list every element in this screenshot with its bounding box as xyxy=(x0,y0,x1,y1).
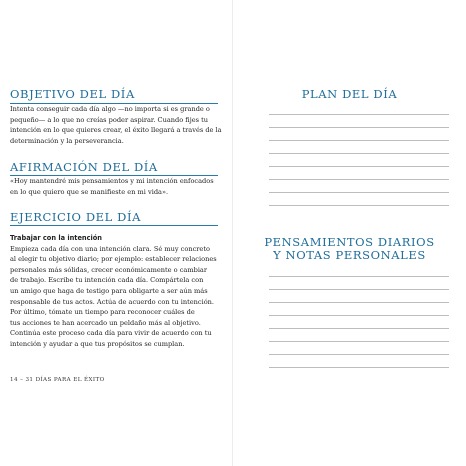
text-line: Empieza cada día con una intención clara. Sé muy concreto xyxy=(10,244,210,253)
writing-line xyxy=(269,328,449,329)
text-line: de trabajo. Escribe tu intención cada día. Compártela con xyxy=(10,276,204,285)
writing-line xyxy=(269,367,449,368)
afirmacion-title: AFIRMACIÓN DEL DÍA xyxy=(10,160,158,174)
text-line: «Hoy mantendré mis pensamientos y mi intención enfocados xyxy=(10,177,214,185)
writing-line xyxy=(269,166,449,167)
writing-line xyxy=(269,302,449,303)
writing-line xyxy=(269,205,449,206)
text-line: tus acciones te han acercado un peldaño más al objetivo. xyxy=(10,318,201,327)
plan-title: PLAN DEL DÍA xyxy=(301,87,398,101)
writing-line xyxy=(269,192,449,193)
afirmacion-body xyxy=(10,176,222,197)
writing-line xyxy=(269,114,449,115)
text-line: responsable de tus actos. Actúa de acuerdo con tu intención. xyxy=(10,297,215,306)
writing-line xyxy=(269,315,449,316)
writing-line xyxy=(269,153,449,154)
text-line: personales más sólidas, crecer económicamente o cambiar xyxy=(10,265,208,274)
writing-line xyxy=(269,140,449,141)
text-line: un amigo que haga de testigo para obligarte a ser aún más xyxy=(10,286,208,295)
writing-line xyxy=(269,179,449,180)
pensamientos-title-line1: PENSAMIENTOS DIARIOS xyxy=(264,235,435,249)
text-line: intención y ayudar a que tus propósitos se cumplan. xyxy=(10,339,185,348)
objetivo-body xyxy=(10,104,222,146)
right-page xyxy=(233,0,466,466)
text-line: Por último, tómate un tiempo para reconocer cuáles de xyxy=(10,308,195,317)
ejercicio-rule xyxy=(10,225,218,226)
writing-line xyxy=(269,354,449,355)
text-line: Intenta conseguir cada día algo —no importa si es grande o xyxy=(10,105,210,113)
pensamientos-title-line2: Y NOTAS PERSONALES xyxy=(273,248,426,262)
text-line: al elegir tu objetivo diario; por ejemplo: establecer relaciones xyxy=(10,255,217,264)
ejercicio-body xyxy=(10,233,222,350)
text-line: Continúa este proceso cada día para vivir de acuerdo con tu xyxy=(10,329,212,338)
text-line: en lo que quiero que se manifieste en mi vida». xyxy=(10,187,169,196)
writing-line xyxy=(269,341,449,342)
text-line: pequeño— a lo que no creías poder aspirar. Cuando fijes tu xyxy=(10,115,209,124)
objetivo-title: OBJETIVO DEL DÍA xyxy=(10,87,135,101)
page-footer: 14 – 31 DÍAS PARA EL ÉXITO xyxy=(10,377,105,383)
text-line: determinación y la perseverancia. xyxy=(10,136,124,145)
ejercicio-title: EJERCICIO DEL DÍA xyxy=(10,210,142,224)
writing-line xyxy=(269,289,449,290)
writing-line xyxy=(269,276,449,277)
writing-line xyxy=(269,127,449,128)
text-line: intención en lo que quieres crear, el éxito llegará a través de la xyxy=(10,126,222,135)
ejercicio-subtitle: Trabajar con la intención xyxy=(10,234,102,242)
